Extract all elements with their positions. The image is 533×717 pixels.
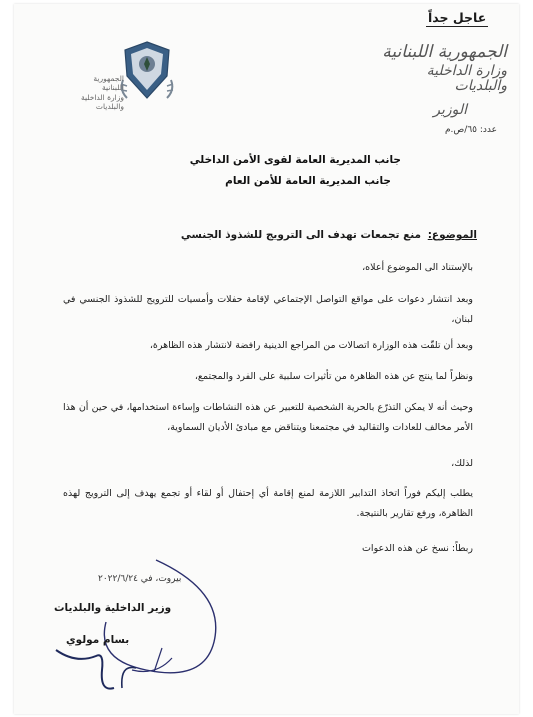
emblem-caption-line: والبلديات bbox=[95, 102, 124, 112]
body-paragraph: ونظراً لما ينتج عن هذه الظاهرة من تأثيرات سلبية على الفرد والمجتمع، bbox=[194, 371, 473, 382]
subject-text: منع تجمعات تهدف الى الترويج للشذوذ الجنسي bbox=[180, 229, 422, 241]
letterhead-republic: الجمهورية اللبنانية bbox=[382, 42, 507, 62]
reference-number: عدد: ٦٥/ص.م bbox=[444, 125, 497, 135]
signatory-title: وزير الداخلية والبلديات bbox=[54, 602, 172, 614]
sign-date: بيروت، في ٢٠٢٢/٦/٢٤ bbox=[98, 574, 182, 584]
body-paragraph: وحيث أنه لا يمكن التذرّع بالحرية الشخصية للتعبير عن هذه النشاطات وإساءة استخدامها، في حين أن هذا الأمر مخالف للعادات والتقاليد في مجتمعنا ويتناقض مع مبادئ الأديان السماوية، bbox=[63, 402, 473, 433]
urgent-label: عاجل جداً bbox=[428, 10, 487, 25]
letterhead-ministry: وزارة الداخلية والبلديات bbox=[426, 62, 507, 94]
body-paragraph: وبعد أن تلقّت هذه الوزارة اتصالات من المراجع الدينية رافضة لانتشار هذه الظاهرة، bbox=[149, 340, 473, 351]
signatory-name: بسام مولوي bbox=[66, 634, 130, 646]
body-paragraph: وبعد انتشار دعوات على مواقع التواصل الإجتماعي لإقامة حفلات وأمسيات للترويج للشذوذ الجنسي في لبنان، bbox=[63, 294, 473, 325]
ministry-emblem-icon bbox=[117, 40, 177, 102]
body-paragraph: لذلك، bbox=[451, 458, 473, 469]
recipient-isf: جانب المديرية العامة لقوى الأمن الداخلي bbox=[189, 154, 401, 166]
emblem-caption-line: الجمهورية اللبنانية bbox=[93, 74, 124, 93]
emblem-caption bbox=[72, 74, 124, 112]
attachment-note: ربطاً: نسخ عن هذه الدعوات bbox=[361, 543, 473, 554]
body-paragraph: بالإستناد الى الموضوع أعلاه، bbox=[362, 262, 473, 273]
subject-label: الموضوع: bbox=[427, 229, 477, 241]
letterhead-minister: الوزير bbox=[433, 102, 467, 119]
body-paragraph: يطلب إليكم فوراً اتخاذ التدابير اللازمة لمنع إقامة أي إحتفال أو لقاء أو تجمع يهدف إلى الترويج لهذه الظاهرة، ورفع تقارير بالنتيجة. bbox=[63, 488, 473, 519]
recipient-general-security: جانب المديرية العامة للأمن العام bbox=[225, 175, 391, 187]
emblem-caption-line: وزارة الداخلية bbox=[80, 92, 124, 102]
subject-line bbox=[181, 229, 477, 241]
letterhead bbox=[377, 44, 507, 118]
letter-page bbox=[14, 4, 519, 714]
